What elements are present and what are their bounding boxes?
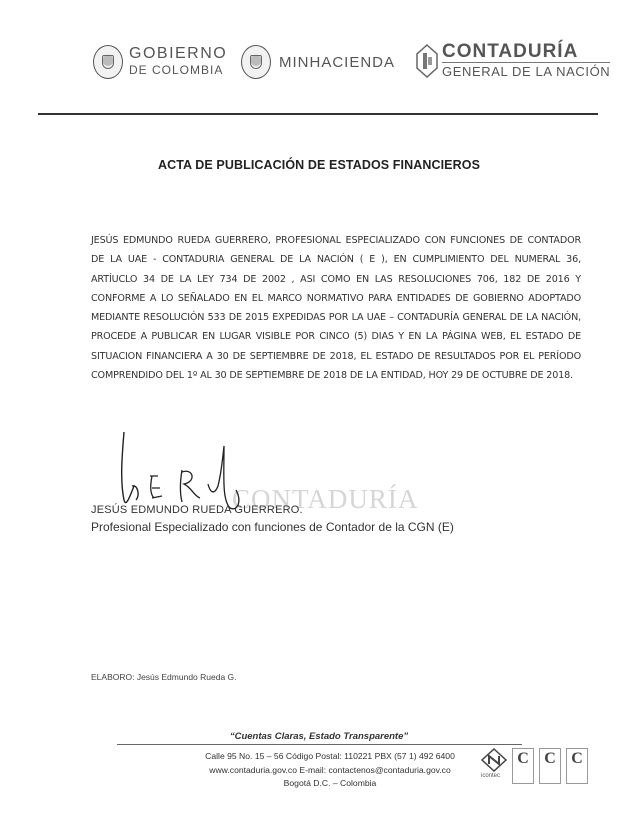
certification-seal-icon: C: [566, 748, 588, 784]
icontec-logo-icon: [481, 748, 507, 784]
minhacienda-logo: [241, 45, 395, 79]
elaboro-note: ELABORO: Jesús Edmundo Rueda G.: [91, 672, 237, 682]
document-title: ACTA DE PUBLICACIÓN DE ESTADOS FINANCIEROS: [157, 158, 481, 172]
contaduria-logo: [416, 42, 610, 80]
signer-role: Profesional Especializado con funciones de Contador de la CGN (E): [91, 520, 454, 534]
footer-address: [180, 750, 480, 791]
certification-seal-icon: C: [539, 748, 561, 784]
icontec-label: icontec: [481, 773, 501, 779]
coat-of-arms-icon: [93, 45, 123, 79]
contaduria-line2: GENERAL DE LA NACIÓN: [442, 64, 611, 79]
gobierno-line1: GOBIERNO: [129, 45, 228, 62]
certification-logos: [481, 748, 588, 784]
address-line-1: Calle 95 No. 15 – 56 Código Postal: 110221 PBX (57 1) 492 6400: [205, 751, 455, 761]
document-body: JESÚS EDMUNDO RUEDA GUERRERO, PROFESIONAL ESPECIALIZADO CON FUNCIONES DE CONTADOR DE LA UAE - CONTADURIA GENERAL DE LA NACIÓN ( E ), EN CUMPLIMIENTO DEL NUMERAL 36, ARTÍUCLO 34 DE LA LEY 734 DE 2002 , ASI COMO EN LAS RESOLUCIONES 706, 182 DE 2016 Y CONFORME A LO SEÑALADO EN EL MARCO NORMATIVO PARA ENTIDADES DE GOBIERNO ADOPTADO MEDIANTE RESOLUCIÓN 533 DE 2015 EXPEDIDAS POR LA UAE – CONTADURÍA GENERAL DE LA NACIÓN, PROCEDE A PUBLICAR EN LUGAR VISIBLE POR CINCO (5) DIAS Y EN LA PÁGINA WEB, EL ESTADO DE SITUACION FINANCIERA A 30 DE SEPTIEMBRE DE 2018, EL ESTADO DE RESULTADOS POR EL PERÍODO COMPRENDIDO DEL 1º AL 30 DE SEPTIEMBRE DE 2018 DE LA ENTIDAD, HOY 29 DE OCTUBRE DE 2018.: [91, 235, 581, 382]
coat-of-arms-icon: [241, 45, 271, 79]
minhacienda-label: MINHACIENDA: [279, 53, 396, 71]
handwritten-signature: [110, 426, 250, 516]
contaduria-line1: CONTADURÍA: [442, 41, 579, 62]
certification-seal-icon: C: [512, 748, 534, 784]
footer-slogan: “Cuentas Claras, Estado Transparente”: [229, 731, 409, 742]
address-line-3: Bogotá D.C. – Colombia: [283, 778, 377, 788]
signer-name: JESÚS EDMUNDO RUEDA GUERRERO.: [91, 504, 303, 516]
contaduria-mark-icon: [416, 44, 438, 78]
gobierno-line2: DE COLOMBIA: [129, 63, 224, 77]
contaduria-watermark: CONTADURÍA: [232, 484, 419, 514]
footer-divider: [117, 744, 522, 745]
address-line-2: www.contaduria.gov.co E-mail: contactenos@contaduria.gov.co: [209, 764, 451, 775]
gobierno-de-colombia-logo: [93, 45, 227, 79]
header-divider: [38, 113, 598, 115]
